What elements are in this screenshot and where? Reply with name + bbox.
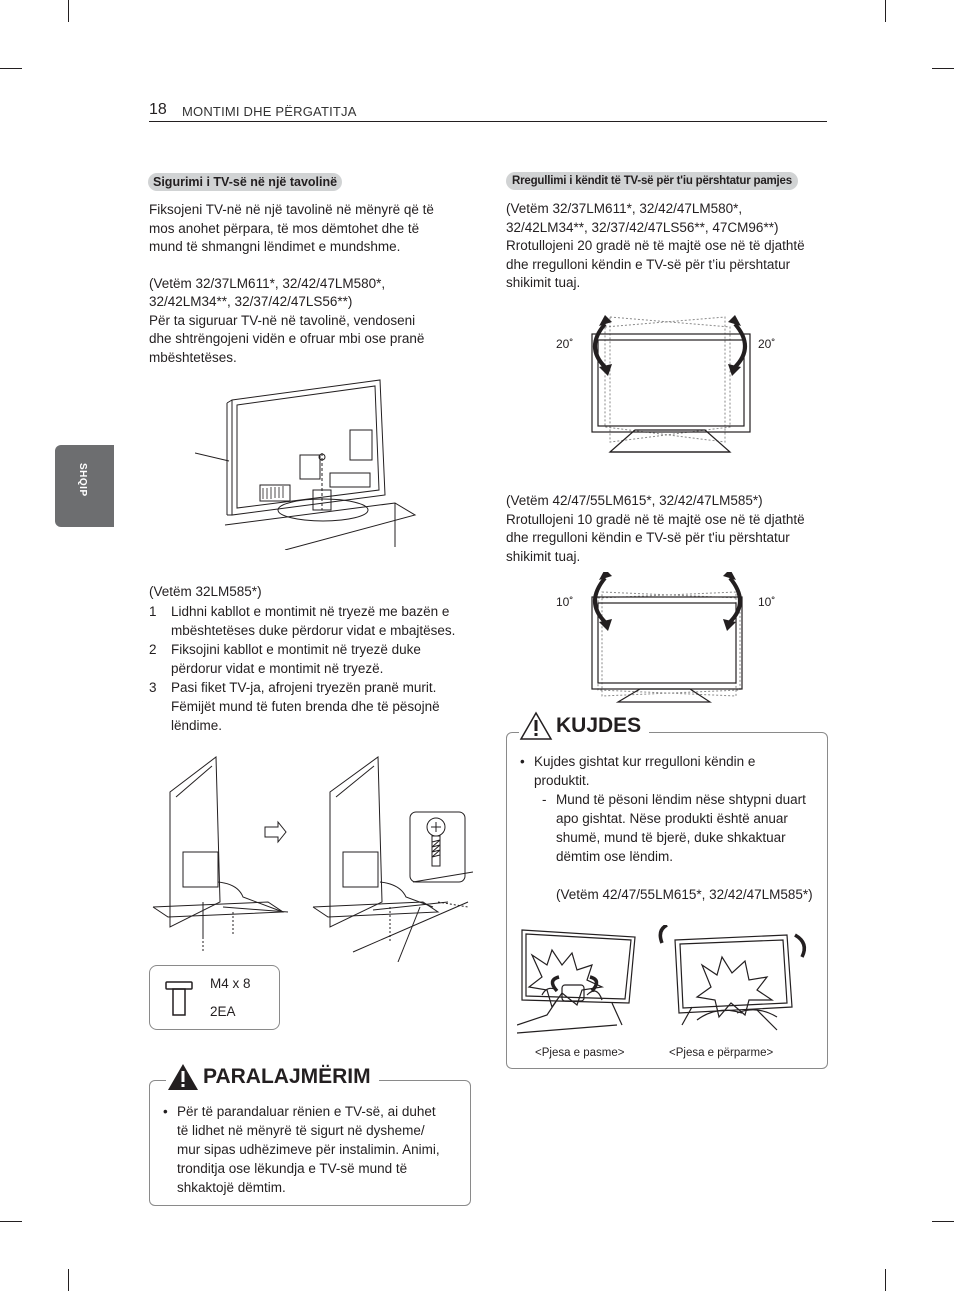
language-tab (55, 445, 114, 527)
text-line: (Vetëm 42/47/55LM615*, 32/42/47LM585*) (506, 493, 763, 508)
pinch-hazard-illustration (517, 925, 817, 1035)
crop-mark (68, 0, 69, 22)
text-line: apo gishtat. Nëse produkti është anuar (556, 811, 788, 826)
text-line: Mund të pësoni lëndim nëse shtypni duart (556, 792, 806, 807)
step-line: Pasi fiket TV-ja, afrojeni tryezën pranë murit. (171, 679, 437, 695)
text-line: mos anohet përpara, të mos dëmtohet dhe të (149, 220, 420, 236)
text-line: dëmtim ose lëndim. (556, 849, 674, 864)
step-number: 1 (149, 603, 157, 619)
text-line: (Vetëm 32/37LM611*, 32/42/47LM580*, (149, 275, 386, 291)
step-line: Fëmijët mund të futen brenda dhe të pësojnë (171, 698, 440, 714)
text-line: shikimit tuaj. (506, 275, 581, 290)
intro-text (149, 201, 479, 367)
text-line: Për ta siguruar TV-në në tavolinë, vendoseni (149, 312, 416, 328)
text-line: 32/42LM34**, 32/37/42/47LS56**, 47CM96**) (506, 219, 779, 235)
screw-spec-box (149, 965, 280, 1030)
caution-text: • Kujdes gishtat kur rregulloni këndin e produktit. - Mund të pësoni lëndim nëse shtypni duart apo gishtat. Nëse produkti është anuar shumë, mund të bjerë, duke shkaktuar dëmtim ose lëndim. (Vetëm 42/47/55LM615*, 32/42/47LM585*) (520, 752, 834, 904)
left-heading: Sigurimi i TV-së në një tavolinë (148, 173, 342, 191)
caution-header (519, 711, 649, 741)
cable-mount-illustration (148, 752, 473, 962)
angle-text-2 (506, 492, 831, 566)
text-line: shkaktojë dëmtim. (177, 1180, 286, 1195)
crop-mark (68, 1269, 69, 1291)
text-line: produktit. (534, 773, 590, 788)
crop-mark (885, 1269, 886, 1291)
model-note: (Vetëm 32LM585*) (149, 584, 262, 599)
step-item (149, 678, 479, 735)
text-line: Rrotullojeni 10 gradë në të majtë ose në të djathtë (506, 511, 805, 527)
warning-header (166, 1062, 379, 1092)
text-line: Kujdes gishtat kur rregulloni këndin e (534, 754, 756, 769)
tv-on-table-illustration (195, 375, 420, 550)
text-line: tronditja ose lëkundja e TV-së mund të (177, 1161, 408, 1176)
caution-dash-item: - Mund të pësoni lëndim nëse shtypni duart apo gishtat. Nëse produkti është anuar shumë, mund të bjerë, duke shkaktuar dëmtim ose lëndim. (Vetëm 42/47/55LM615*, 32/42/47LM585*) (542, 792, 813, 902)
crop-mark (0, 1221, 22, 1222)
screw-qty: 2EA (210, 1004, 236, 1019)
step-line: Lidhni kabllot e montimit në tryezë me bazën e (171, 603, 450, 619)
steps-block (149, 583, 479, 735)
steps-list (149, 602, 479, 735)
warning-box (149, 1065, 471, 1206)
text-line: Për të parandaluar rënien e TV-së, ai duhet (177, 1104, 436, 1119)
angle-label-right: 10˚ (758, 595, 776, 609)
step-item (149, 602, 479, 640)
model-note: (Vetëm 42/47/55LM615*, 32/42/47LM585*) (556, 887, 813, 902)
screw-size: M4 x 8 (210, 976, 251, 991)
caution-title: KUJDES (553, 714, 645, 738)
warning-text: • Për të parandaluar rënien e TV-së, ai duhet të lidhet në mënyrë të sigurt në dysheme/ mur sipas udhëzimeve për instalimin. Animi, tronditja ose lëkundja e TV-së mund të shkaktojë dëmtim. (163, 1104, 440, 1195)
step-number: 2 (149, 641, 157, 657)
right-heading: Rregullimi i këndit të TV-së për t'iu përshtatur pamjes (506, 172, 798, 190)
angle-label-left: 10˚ (556, 595, 574, 609)
text-line: dhe rregulloni këndin e TV-së për t'iu përshtatur (506, 530, 790, 545)
step-line: Fiksojini kabllot e montimit në tryezë duke (171, 641, 421, 657)
text-line: mund të shmangni lëndimet e mundshme. (149, 239, 401, 254)
screw-icon (164, 980, 194, 1018)
crop-mark (932, 1221, 954, 1222)
caption-back: <Pjesa e pasme> (535, 1047, 625, 1059)
language-tab-label: SHQIP (77, 463, 88, 497)
step-line: përdorur vidat e montimit në tryezë. (171, 660, 384, 676)
page-number: 18 (149, 101, 167, 118)
caption-front: <Pjesa e përparme> (669, 1047, 774, 1059)
swivel-20-illustration (550, 312, 780, 462)
text-line: shikimit tuaj. (506, 548, 581, 564)
text-line: mbështetëses. (149, 349, 237, 365)
angle-text-1 (506, 200, 831, 293)
angle-label-left: 20˚ (556, 337, 574, 351)
text-line: Fiksojeni TV-në në një tavolinë në mënyrë që të (149, 202, 434, 217)
crop-mark (0, 68, 22, 69)
text-line: të lidhet në mënyrë të sigurt në dysheme/ (177, 1123, 425, 1138)
text-line: (Vetëm 32/37LM611*, 32/42/47LM580*, (506, 201, 743, 216)
text-line: dhe shtrëngojeni vidën e ofruar mbi ose pranë (149, 331, 425, 346)
text-line: mur sipas udhëzimeve për instalimin. Animi, (177, 1142, 440, 1157)
crop-mark (932, 68, 954, 69)
text-line: 32/42LM34**, 32/37/42/47LS56**) (149, 294, 353, 309)
warning-title: PARALAJMËRIM (200, 1065, 375, 1089)
step-number: 3 (149, 679, 157, 695)
warning-triangle-icon (166, 1062, 200, 1092)
step-item (149, 640, 479, 678)
step-line: mbështetëses duke përdorur vidat e mbajtëses. (171, 622, 456, 638)
crop-mark (885, 0, 886, 22)
header-rule (149, 121, 827, 122)
text-line: dhe rregulloni këndin e TV-së për t’iu përshtatur (506, 256, 791, 272)
step-line: lëndime. (171, 717, 223, 733)
swivel-10-illustration (550, 572, 780, 712)
text-line: shumë, mund të bjerë, duke shkaktuar (556, 830, 786, 845)
text-line: Rrotullojeni 20 gradë në të majtë ose në të djathtë (506, 238, 805, 253)
section-title: MONTIMI DHE PËRGATITJA (182, 104, 357, 119)
caution-triangle-icon (519, 711, 553, 741)
caution-box (506, 714, 828, 1069)
angle-label-right: 20˚ (758, 337, 776, 351)
